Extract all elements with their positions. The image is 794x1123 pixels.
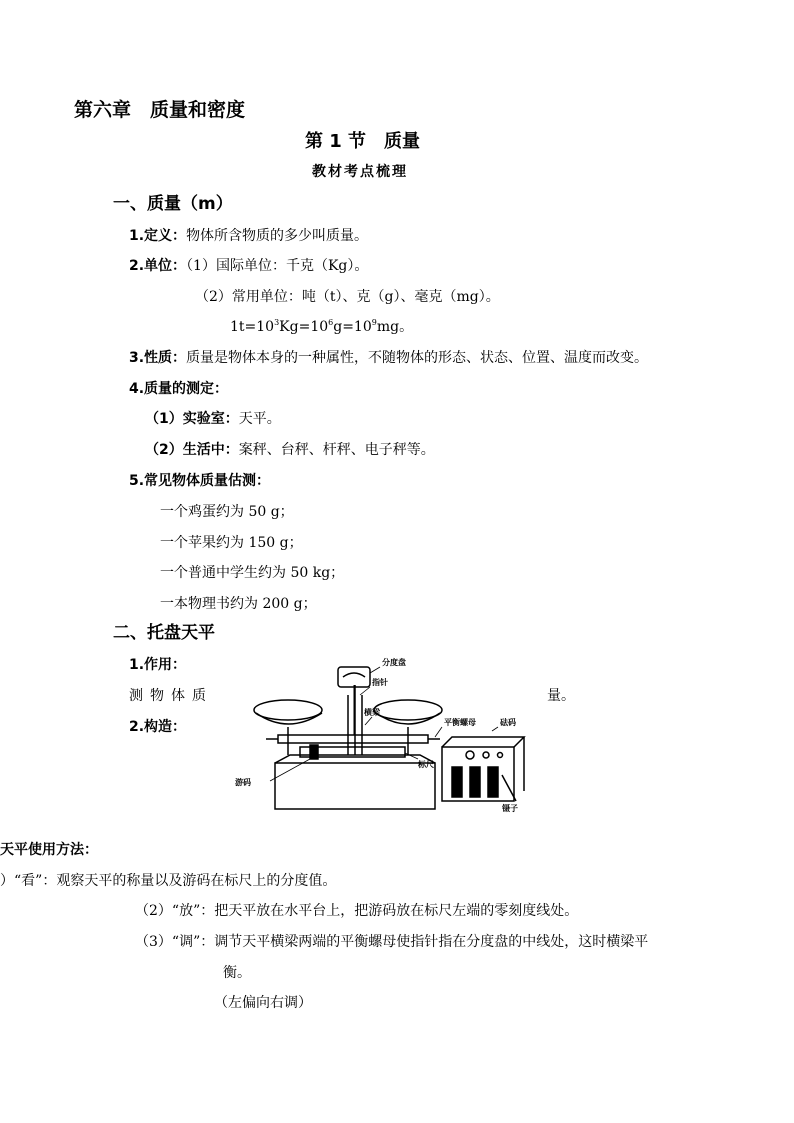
definition-label: 1.定义：	[129, 228, 187, 244]
estimate-item: 一本物理书约为 200 g；	[160, 596, 317, 612]
unit-conversion	[230, 320, 413, 334]
method-look: ）“看”：观察天平的称量以及游码在标尺上的分度值。	[0, 873, 337, 889]
method-adjust-2: 衡。	[223, 965, 251, 981]
definition-text: 物体所含物质的多少叫质量。	[186, 228, 369, 244]
property-line	[129, 351, 648, 365]
use-text-right: 量。	[547, 688, 575, 704]
part2-heading: 二、托盘天平	[113, 623, 215, 643]
measure-life-text: 案秤、台秤、杆秤、电子秤等。	[238, 442, 435, 458]
weight-piece	[498, 753, 503, 758]
use-label: 1.作用：	[129, 657, 187, 673]
measure-life-line	[145, 443, 435, 457]
dial-plate	[338, 667, 370, 687]
label-scale: 标尺	[418, 760, 434, 769]
leader-line	[492, 727, 498, 731]
structure-label: 2.构造：	[129, 719, 187, 735]
conv-exp3: 9	[371, 318, 377, 327]
balance-diagram	[230, 655, 530, 815]
method-place: （2）“放”：把天平放在水平台上，把游码放在标尺左端的零刻度线处。	[135, 903, 579, 919]
balance-base	[275, 763, 435, 809]
measure-lab-label: （1）实验室：	[145, 411, 239, 427]
section-subtitle: 教材考点梳理	[312, 164, 408, 180]
estimate-item: 一个普通中学生约为 50 kg；	[160, 565, 345, 581]
conv-c: g=10	[333, 319, 372, 335]
box-stripe	[470, 767, 480, 797]
measure-lab-line	[145, 412, 281, 426]
leader-line	[365, 717, 372, 725]
conv-b: Kg=10	[279, 319, 329, 335]
leader-line	[360, 687, 370, 695]
measure-lab-text: 天平。	[238, 411, 281, 427]
right-pan	[374, 700, 442, 720]
right-pan-bowl	[376, 713, 440, 724]
unit-si: （1）国际单位：千克（Kg）。	[186, 258, 369, 274]
weight-piece	[466, 751, 474, 759]
estimate-item: 一个苹果约为 150 g；	[160, 535, 303, 551]
label-pointer: 指针	[372, 678, 388, 687]
section-title: 第 1 节 质量	[305, 131, 421, 152]
measure-life-label: （2）生活中：	[145, 442, 239, 458]
leader-line	[370, 667, 380, 673]
unit-label: 2.单位：	[129, 258, 187, 274]
weight-box-lid	[442, 737, 524, 747]
rider	[310, 745, 318, 759]
conv-exp1: 3	[274, 318, 280, 327]
estimate-label: 5.常见物体质量估测：	[129, 473, 271, 489]
left-pan	[254, 700, 322, 720]
unit-line	[129, 259, 368, 273]
label-weights: 砝码	[500, 718, 516, 727]
weight-piece	[483, 752, 489, 758]
method-adjust-note: （左偏向右调）	[214, 995, 312, 1011]
conv-d: mg。	[376, 319, 414, 335]
label-beam: 横梁	[364, 708, 380, 717]
property-label: 3.性质：	[129, 350, 187, 366]
definition-line	[129, 229, 368, 243]
use-text-left: 测物体质	[129, 688, 213, 704]
conv-exp2: 6	[328, 318, 334, 327]
chapter-title: 第六章 质量和密度	[74, 99, 246, 121]
method-heading: 天平使用方法：	[0, 842, 98, 858]
dial-arc	[343, 673, 365, 677]
box-stripe	[488, 767, 498, 797]
box-stripe	[452, 767, 462, 797]
label-nut: 平衡螺母	[444, 718, 476, 727]
left-pan-bowl	[256, 713, 322, 724]
method-adjust-1: （3）“调”：调节天平横梁两端的平衡螺母使指针指在分度盘的中线处，这时横梁平	[135, 934, 649, 950]
part1-heading: 一、质量（m）	[113, 194, 233, 214]
beam-bar	[278, 735, 428, 743]
conv-a: 1t=10	[230, 319, 275, 335]
estimate-item: 一个鸡蛋约为 50 g；	[160, 504, 294, 520]
label-tweezers: 镊子	[502, 804, 518, 813]
leader-line	[405, 753, 418, 759]
unit-common: （2）常用单位：吨（t）、克（g）、毫克（mg）。	[195, 289, 500, 305]
leader-line	[435, 727, 442, 737]
measure-label: 4.质量的测定：	[129, 381, 229, 397]
label-rider: 游码	[235, 778, 251, 787]
label-dial: 分度盘	[382, 658, 406, 667]
property-text: 质量是物体本身的一种属性，不随物体的形态、状态、位置、温度而改变。	[186, 350, 649, 366]
